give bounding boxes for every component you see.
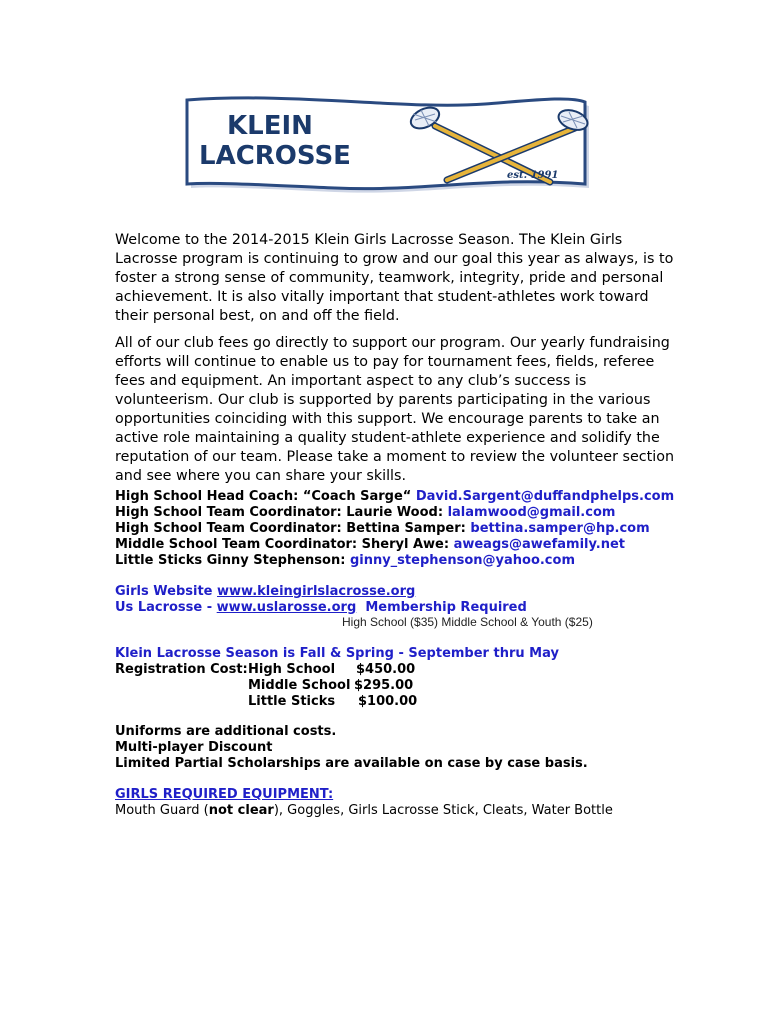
logo-est: est. 1991: [507, 170, 559, 181]
uniforms-note: Uniforms are additional costs.: [115, 724, 337, 739]
cost-row: [115, 678, 715, 694]
contact-label: High School Team Coordinator: Laurie Wood:: [115, 505, 448, 520]
equipment-section: [115, 787, 715, 819]
contact-row: [115, 521, 715, 537]
cost-level: Little Sticks: [248, 694, 336, 709]
contact-row: [115, 505, 715, 521]
contact-email-link[interactable]: David.Sargent@duffandphelps.com: [415, 489, 675, 504]
season-section: [115, 646, 715, 710]
intro-paragraph-2: All of our club fees go directly to support our program. Our yearly fundraising efforts will continue to enable us to pay for tournament fees, fields, referee fees and equipment. An important aspect to any club’s success is volunteerism. Our club is supported by parents participating in the various opportunities coinciding with this support. We encourage parents to take an active role maintaining a quality student-athlete experience and solidify the reputation of our team. Please take a moment to review the volunteer section and see where you can share your skills.: [115, 335, 675, 484]
equipment-emphasis: not clear: [208, 803, 274, 818]
equipment-list: [115, 803, 715, 819]
contact-row: [115, 537, 715, 553]
cost-level: High School: [248, 662, 336, 677]
website-links: [115, 584, 715, 616]
us-lacrosse-row: [115, 600, 715, 616]
cost-row: [115, 694, 715, 710]
contact-email-link[interactable]: aweags@awefamily.net: [453, 537, 625, 552]
intro-paragraph-1: Welcome to the 2014-2015 Klein Girls Lacrosse Season. The Klein Girls Lacrosse program is continuing to grow and our goal this year as always, is to foster a strong sense of community, teamwork, integrity, pride and personal achievement. It is also vitally important that student-athletes work toward their personal best, on and off the field.: [115, 232, 674, 324]
us-lacrosse-link[interactable]: www.uslarosse.org: [216, 600, 357, 615]
contact-email-link[interactable]: lalamwood@gmail.com: [447, 505, 616, 520]
klein-lacrosse-logo: [185, 96, 595, 196]
contact-list: [115, 489, 715, 569]
contact-label: Little Sticks Ginny Stephenson:: [115, 553, 350, 568]
contact-row: [115, 553, 715, 569]
cost-price: $295.00: [354, 678, 414, 693]
membership-required-note: Membership Required: [356, 600, 527, 615]
contact-label: High School Team Coordinator: Bettina Samper:: [115, 521, 471, 536]
contact-label: Middle School Team Coordinator: Sheryl Awe:: [115, 537, 454, 552]
equipment-text-end: ), Goggles, Girls Lacrosse Stick, Cleats, Water Bottle: [273, 803, 613, 818]
girls-website-row: [115, 584, 715, 600]
cost-price: $450.00: [356, 662, 416, 677]
contact-email-link[interactable]: bettina.samper@hp.com: [470, 521, 650, 536]
logo-title-klein: KLEIN: [227, 111, 313, 141]
girls-website-label: Girls Website: [115, 584, 218, 599]
fee-notes: [115, 724, 715, 772]
membership-fee-note: High School ($35) Middle School & Youth ($25): [342, 615, 593, 629]
equipment-heading: GIRLS REQUIRED EQUIPMENT:: [115, 787, 334, 802]
contact-email-link[interactable]: ginny_stephenson@yahoo.com: [349, 553, 575, 568]
cost-level: Middle School: [248, 678, 351, 693]
season-title: Klein Lacrosse Season is Fall & Spring - September thru May: [115, 646, 559, 661]
cost-row: [115, 662, 715, 678]
girls-website-link[interactable]: www.kleingirlslacrosse.org: [217, 584, 416, 599]
cost-price: $100.00: [358, 694, 418, 709]
logo-title-lacrosse: LACROSSE: [199, 141, 351, 171]
registration-cost-label: Registration Cost:: [115, 662, 248, 677]
discount-note: Multi-player Discount: [115, 740, 273, 755]
contact-label: High School Head Coach: “Coach Sarge“: [115, 489, 416, 504]
scholarships-note: Limited Partial Scholarships are available on case by case basis.: [115, 756, 588, 771]
us-lacrosse-label: Us Lacrosse -: [115, 600, 217, 615]
equipment-text-start: Mouth Guard (: [115, 803, 209, 818]
contact-row: [115, 489, 715, 505]
